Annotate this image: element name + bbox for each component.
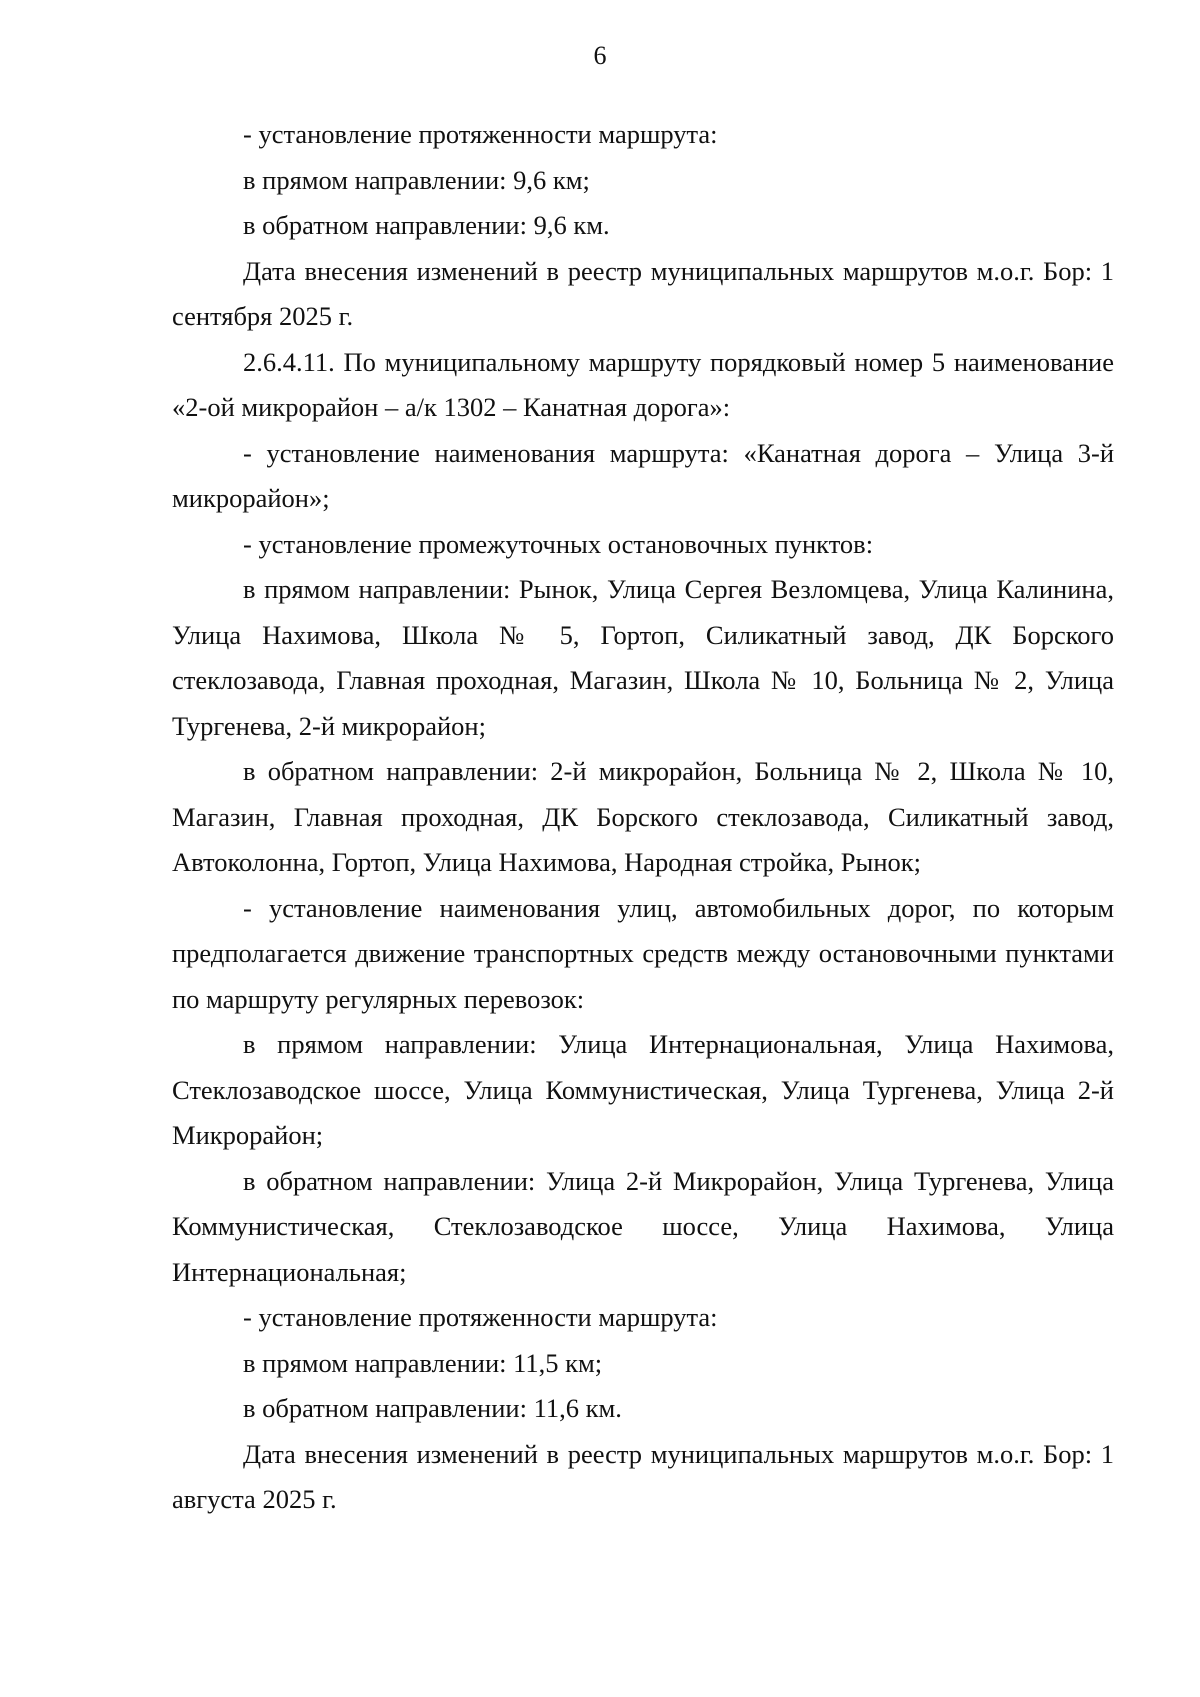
paragraph-route-name: - установление наименования маршрута: «Канатная дорога – Улица 3-й микрорайон»; — [172, 437, 1114, 513]
page-number: 6 — [593, 41, 607, 70]
paragraph-forward-streets: в прямом направлении: Улица Интернациональная, Улица Нахимова, Стеклозаводское шоссе, Улица Коммунистическая, Улица Тургенева, Улица 2-й Микрорайон; — [172, 1029, 1114, 1150]
document-body — [172, 112, 1114, 1523]
paragraph-registry-date-1: Дата внесения изменений в реестр муниципальных маршрутов м.о.г. Бор: 1 сентября 2025 г. — [172, 255, 1114, 331]
paragraph-reverse-length-2: в обратном направлении: 11,6 км. — [243, 1393, 622, 1423]
paragraph-forward-stops: в прямом направлении: Рынок, Улица Сергея Везломцева, Улица Калинина, Улица Нахимова, Школа № 5, Гортоп, Силикатный завод, ДК Борского стеклозавода, Главная проходная, Магазин, Школа № 10, Больница № 2, Улица Тургенева, 2-й микрорайон; — [172, 574, 1114, 741]
paragraph-forward-length-2: в прямом направлении: 11,5 км; — [243, 1347, 603, 1378]
paragraph-forward-length-1: в прямом направлении: 9,6 км; — [243, 164, 590, 195]
paragraph-streets-heading: - установление наименования улиц, автомобильных дорог, по которым предполагается движение транспортных средств между остановочными пунктами по маршруту регулярных перевозок: — [172, 892, 1114, 1014]
paragraph-reverse-streets: в обратном направлении: Улица 2-й Микрорайон, Улица Тургенева, Улица Коммунистическая, Стеклозаводское шоссе, Улица Нахимова, Улица Интернациональная; — [172, 1165, 1114, 1287]
paragraph-stops-heading: - установление промежуточных остановочных пунктов: — [243, 528, 874, 559]
paragraph-section-2-6-4-11: 2.6.4.11. По муниципальному маршруту порядковый номер 5 наименование «2-ой микрорайон – а/к 1302 – Канатная дорога»: — [172, 346, 1114, 422]
paragraph-route-length-heading-1: - установление протяженности маршрута: — [243, 119, 718, 149]
paragraph-registry-date-2: Дата внесения изменений в реестр муниципальных маршрутов м.о.г. Бор: 1 августа 2025 г. — [172, 1438, 1114, 1514]
paragraph-route-length-heading-2: - установление протяженности маршрута: — [243, 1302, 718, 1332]
paragraph-reverse-stops: в обратном направлении: 2-й микрорайон, Больница № 2, Школа № 10, Магазин, Главная проходная, ДК Борского стеклозавода, Силикатный завод, Автоколонна, Гортоп, Улица Нахимова, Народная стройка, Рынок; — [172, 756, 1114, 877]
paragraph-reverse-length-1: в обратном направлении: 9,6 км. — [243, 210, 610, 240]
